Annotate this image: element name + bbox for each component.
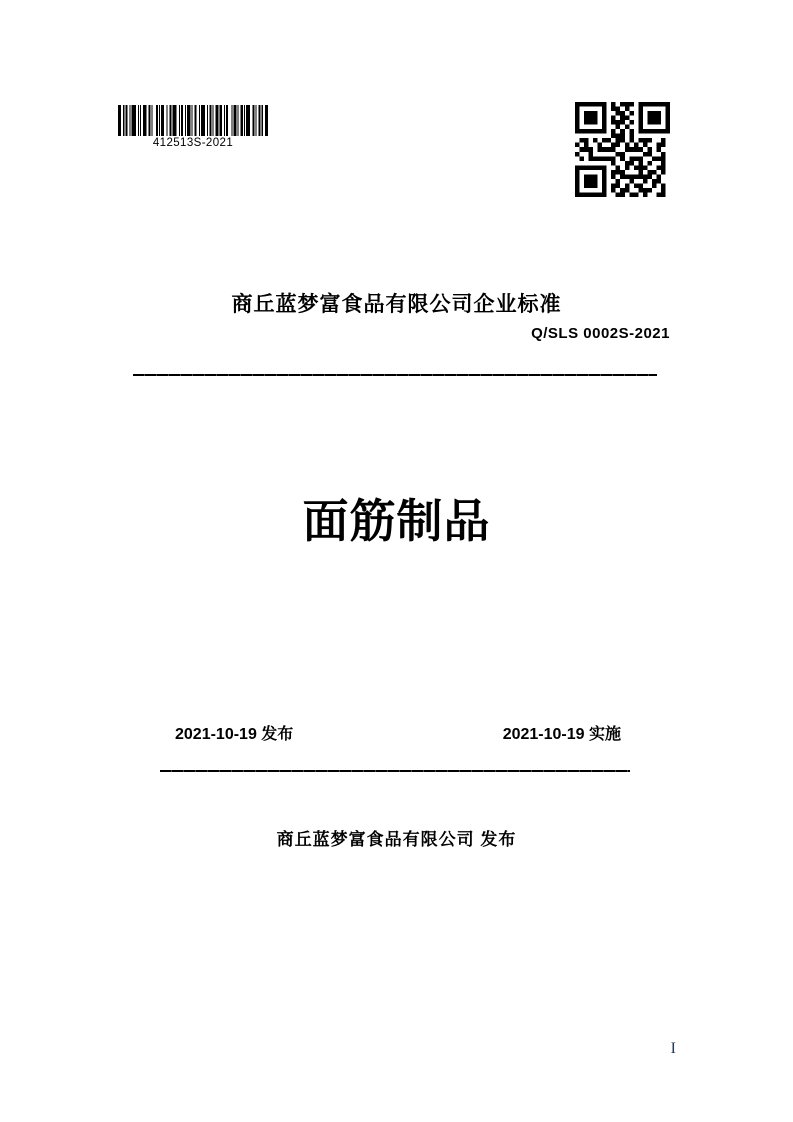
company-standard-heading: 商丘蓝梦富食品有限公司企业标准 [231,293,562,316]
qr-code [575,102,670,197]
barcode [118,105,268,149]
barcode-label: 412513S-2021 [152,137,234,149]
header-rule [133,374,657,376]
page-number: I [670,1040,676,1057]
barcode-bars [118,105,268,136]
publish-date: 2021-10-19 发布 [175,726,294,743]
footer-rule [160,770,630,772]
implement-date: 2021-10-19 实施 [502,726,621,743]
document-title: 面筋制品 [302,495,491,547]
publisher-line: 商丘蓝梦富食品有限公司 发布 [276,830,517,849]
standard-number: Q/SLS 0002S-2021 [531,325,670,342]
date-row [175,721,621,744]
qr-code-svg [575,102,670,197]
